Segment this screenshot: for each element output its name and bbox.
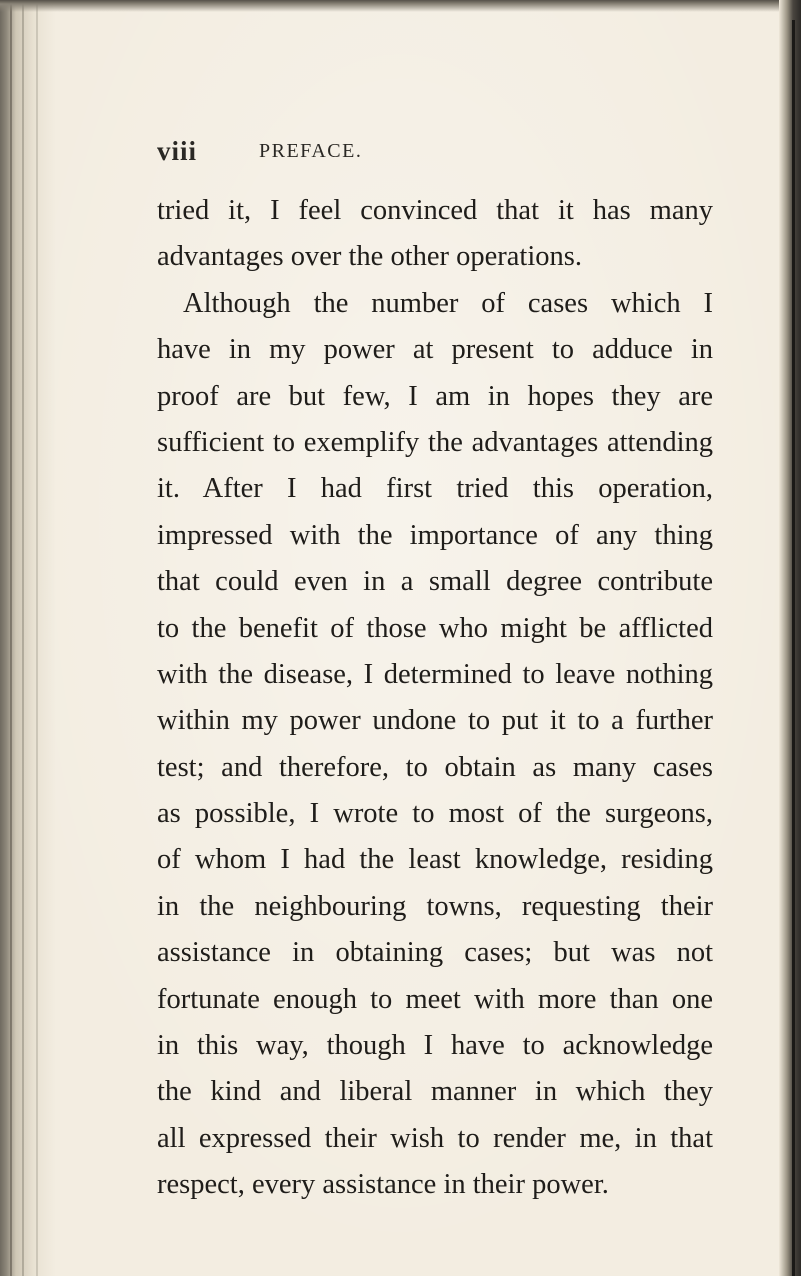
text-line: sufficient to exemplify the advantages attending: [157, 426, 713, 458]
text-line: it. After I had first tried this operation,: [157, 473, 713, 505]
page-header: [157, 136, 717, 176]
binding-line: [10, 0, 12, 1276]
binding-line: [22, 0, 24, 1276]
page-right-edge-line: [792, 20, 795, 1276]
text-line: the kind and liberal manner in which they: [157, 1076, 713, 1108]
text-line: respect, every assistance in their power.: [157, 1169, 609, 1201]
text-line: of whom I had the least knowledge, residing: [157, 844, 713, 876]
text-line: all expressed their wish to render me, in that: [157, 1122, 713, 1154]
text-line: have in my power at present to adduce in: [157, 334, 713, 366]
text-line: impressed with the importance of any thing: [157, 519, 713, 551]
text-line: to the benefit of those who might be afflicted: [157, 612, 713, 644]
text-line: assistance in obtaining cases; but was not: [157, 937, 713, 969]
text-line: advantages over the other operations.: [157, 241, 582, 273]
body-text: [157, 188, 713, 1209]
text-line: as possible, I wrote to most of the surgeons,: [157, 798, 713, 830]
text-line: with the disease, I determined to leave nothing: [157, 658, 713, 690]
text-line: Although the number of cases which I: [183, 287, 713, 319]
running-head: PREFACE.: [259, 140, 363, 162]
page-number: viii: [157, 136, 198, 166]
text-line: tried it, I feel convinced that it has many: [157, 195, 713, 226]
text-line: test; and therefore, to obtain as many cases: [157, 751, 713, 783]
page-binding-shadow: [0, 0, 56, 1276]
page-right-edge: [779, 0, 801, 1276]
page-top-edge: [0, 0, 801, 12]
text-line: proof are but few, I am in hopes they are: [157, 380, 713, 412]
text-line: in this way, though I have to acknowledge: [157, 1030, 713, 1062]
binding-line: [36, 0, 38, 1276]
text-line: that could even in a small degree contribute: [157, 566, 713, 598]
text-line: fortunate enough to meet with more than one: [157, 983, 713, 1015]
text-line: within my power undone to put it to a further: [157, 705, 713, 737]
text-line: in the neighbouring towns, requesting their: [157, 890, 713, 922]
